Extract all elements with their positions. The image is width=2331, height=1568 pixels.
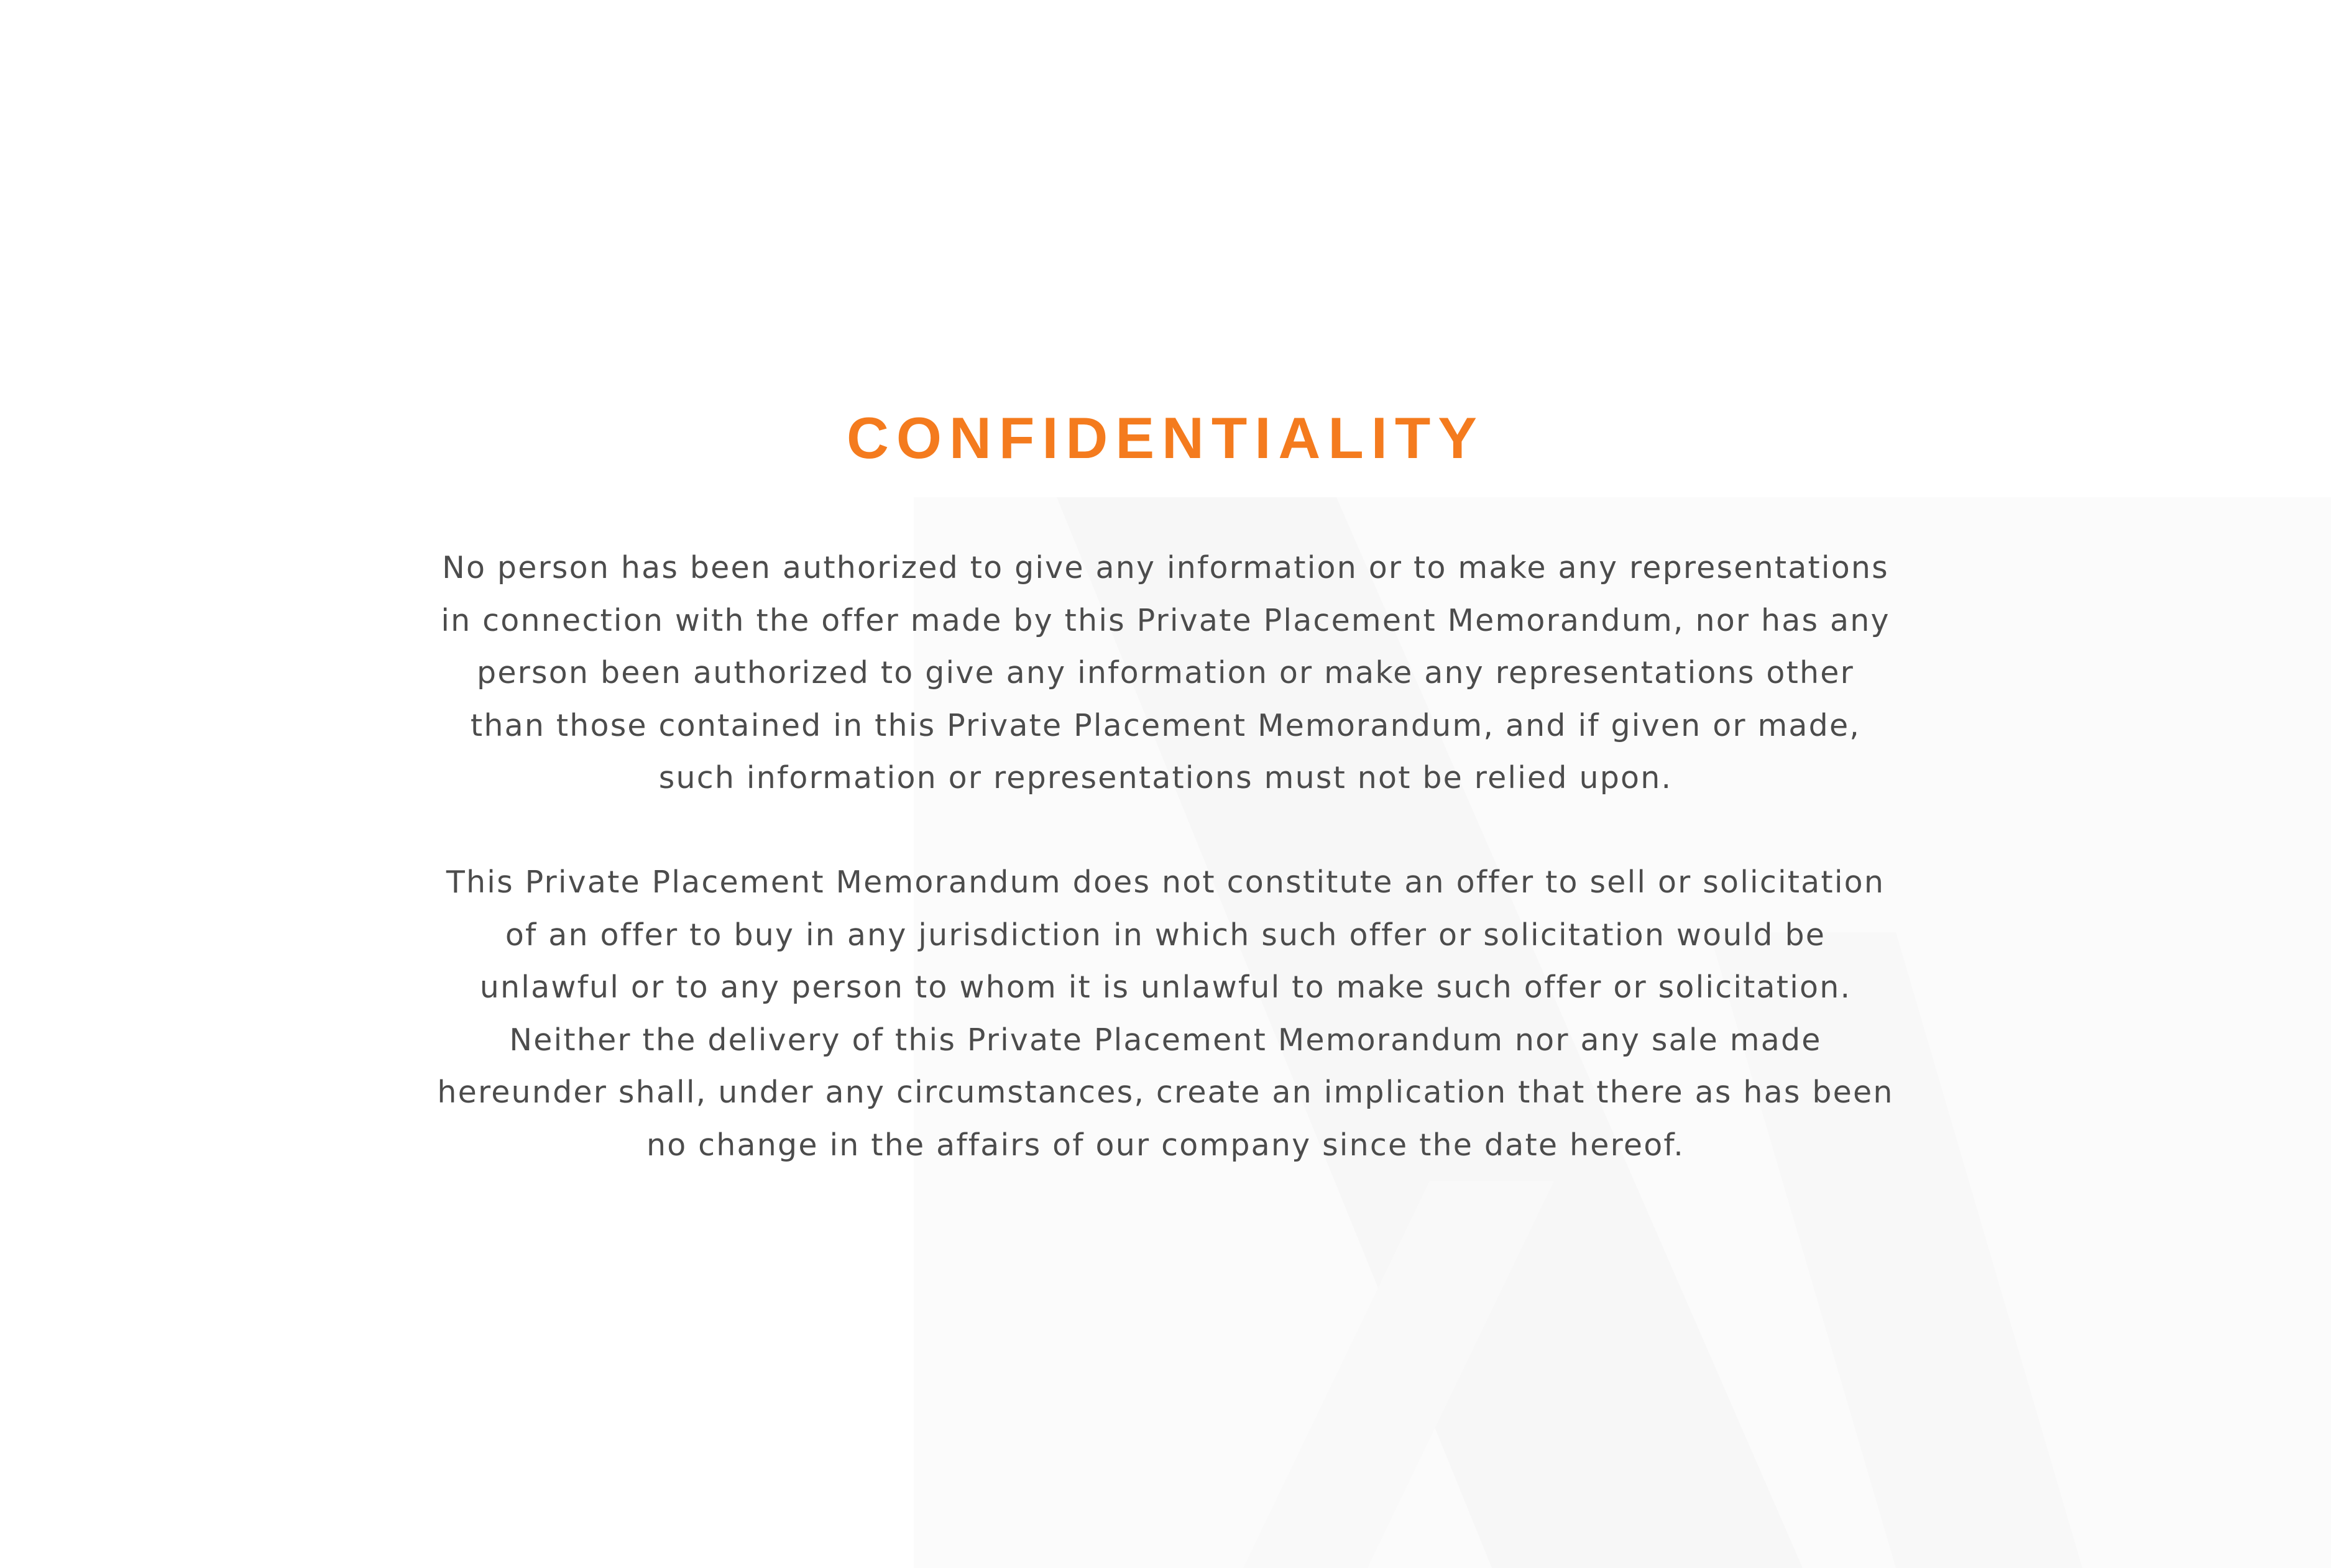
confidentiality-paragraph-2: This Private Placement Memorandum does not constitute an offer to sell or solicitation of an offer to buy in any jurisdiction in which such offer or solicitation would be unlawful or to any person to whom it is unlawful to make such offer or solicitation. Neither the delivery of this Private Placement Memorandum nor any sale made hereunder shall, under any circumstances, create an implication that there as has been no change in the affairs of our company since the date hereof. xyxy=(437,864,1894,1163)
confidentiality-paragraph-1: No person has been authorized to give any information or to make any representations in connection with the offer made by this Private Placement Memorandum, nor has any person been authorized to give any information or make any representations other than those contained in this Private Placement Memorandum, and if given or made, such information or representations must not be relied upon. xyxy=(441,550,1890,795)
page-title: CONFIDENTIALITY xyxy=(847,405,1484,470)
